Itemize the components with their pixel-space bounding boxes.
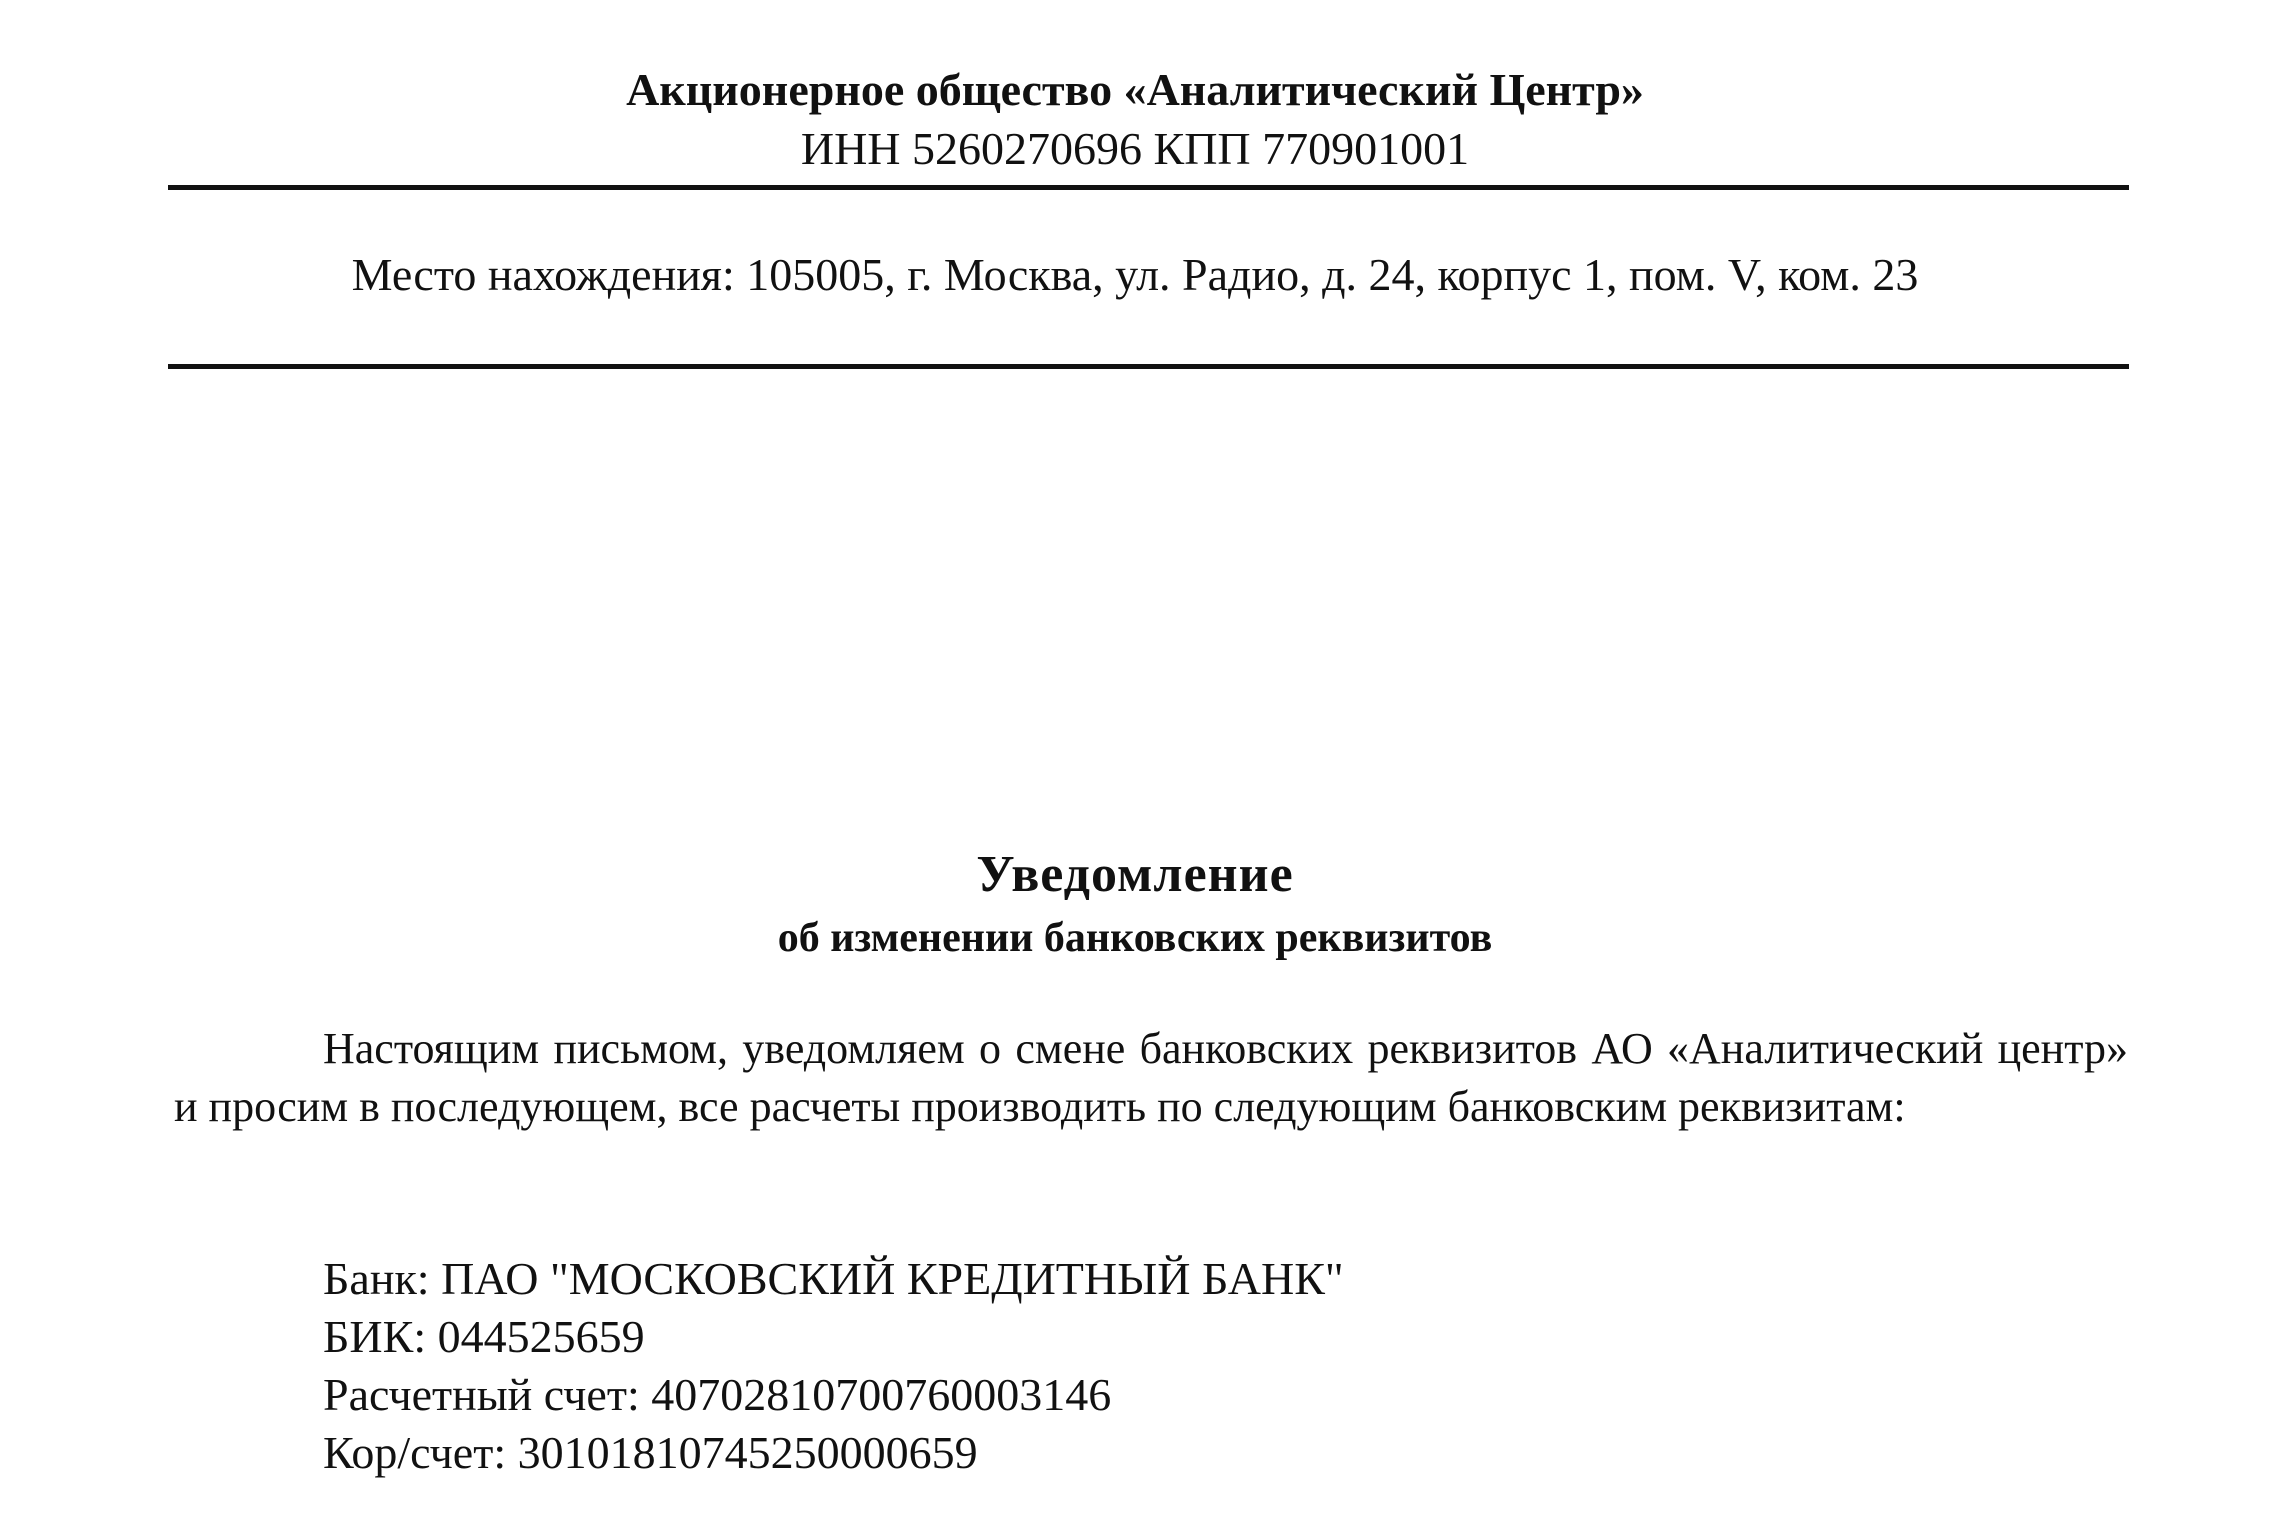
company-address: Место нахождения: 105005, г. Москва, ул. Радио, д. 24, корпус 1, пом. V, ком. 23 — [351, 249, 1919, 300]
document-title: Уведомление — [976, 846, 1294, 903]
company-name: Акционерное общество «Аналитический Центр» — [626, 64, 1644, 115]
header-divider-top — [168, 185, 2129, 190]
company-tax-ids: ИНН 5260270696 КПП 770901001 — [800, 123, 1470, 174]
bank-name-line: Банк: ПАО "МОСКОВСКИЙ КРЕДИТНЫЙ БАНК" — [323, 1253, 1344, 1304]
correspondent-account-line: Кор/счет: 30101810745250000659 — [323, 1427, 978, 1478]
header-divider-bottom — [168, 364, 2129, 369]
settlement-account-line: Расчетный счет: 40702810700760003146 — [323, 1369, 1112, 1420]
bank-details-block — [323, 1250, 1344, 1482]
bik-line: БИК: 044525659 — [323, 1311, 645, 1362]
notice-paragraph: Настоящим письмом, уведомляем о смене банковских реквизитов АО «Аналитический центр» и просим в последующем, все расчеты производить по следующим банковским реквизитам: — [174, 1024, 2128, 1131]
document-subtitle: об изменении банковских реквизитов — [777, 915, 1493, 961]
